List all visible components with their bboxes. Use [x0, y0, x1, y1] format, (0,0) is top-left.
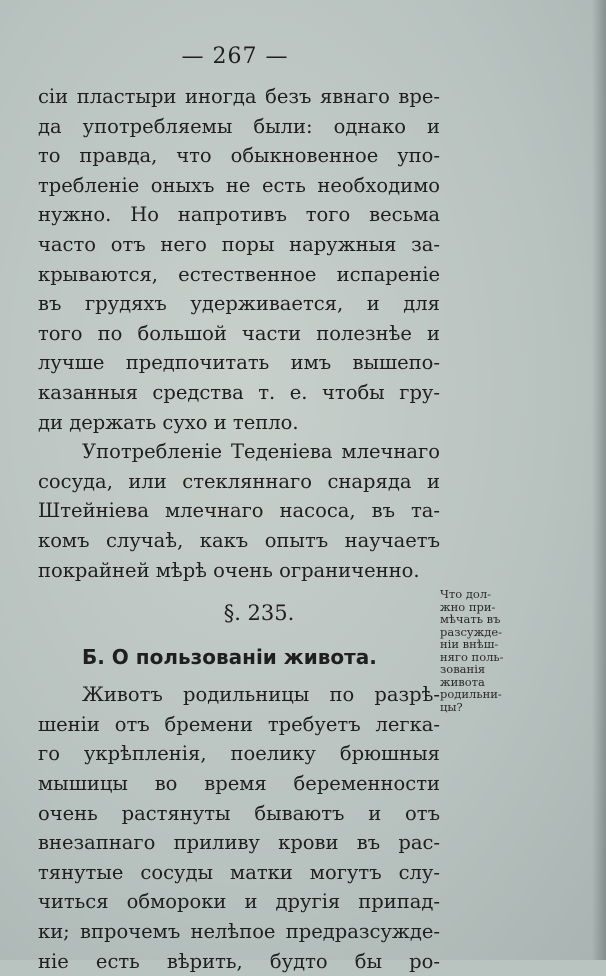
- text-line: Употребленіе Теденіева млечнаго: [82, 440, 440, 464]
- page-number: — 267 —: [181, 44, 289, 69]
- main-text: [38, 82, 440, 976]
- text-line: ди держать сухо и тепло.: [38, 410, 299, 434]
- text-line: Штейніева млечнаго насоса, въ та-: [38, 499, 440, 523]
- text-line: внезапнаго приливу крови въ рас-: [38, 831, 440, 855]
- margin-note-line: ніи внѣш-: [440, 637, 499, 651]
- margin-note-line: мѣчать въ: [440, 612, 501, 626]
- margin-note-line: разсужде-: [440, 624, 503, 639]
- text-line: ки; впрочемъ нелѣпое предразсужде-: [38, 920, 440, 944]
- margin-note: [440, 588, 540, 713]
- text-line: тянутые сосуды матки могутъ слу-: [38, 860, 440, 884]
- text-line: очень растянуты бываютъ и отъ: [38, 801, 440, 825]
- text-line: требленіе оныхъ не есть необходимо: [38, 173, 440, 197]
- text-line: то правда, что обыкновенное упо-: [38, 144, 440, 168]
- margin-note-line: зованія: [440, 662, 486, 676]
- text-line: часто отъ него поры наружныя за-: [38, 232, 440, 256]
- margin-note-line: жно при-: [440, 599, 496, 614]
- margin-note-line: няго поль-: [440, 649, 504, 664]
- text-line: того по большой части полезнѣе и: [38, 321, 440, 345]
- margin-note-line: Что дол-: [440, 587, 492, 601]
- text-line: казанныя средства т. е. чтобы гру-: [38, 380, 440, 404]
- section-heading: Б. О пользованіи живота.: [82, 644, 377, 669]
- text-line: мышицы во время беременности: [38, 772, 440, 796]
- margin-note-line: цы?: [440, 699, 463, 714]
- text-line: въ грудяхъ удерживается, и для: [38, 292, 440, 316]
- text-line: ніе есть вѣрить, будто бы ро-: [38, 949, 440, 973]
- text-line: нужно. Но напротивъ того весьма: [38, 203, 440, 227]
- text-line: крываются, естественное испареніе: [38, 262, 440, 286]
- text-line: читься обмороки и другія припад-: [38, 890, 440, 914]
- text-line: сіи пластыри иногда безъ явнаго вре-: [38, 85, 440, 108]
- text-line: покрайней мѣрѣ очень ограниченно.: [38, 558, 420, 582]
- margin-note-line: живота: [440, 674, 485, 689]
- section-number: §. 235.: [223, 601, 295, 626]
- text-line: шеніи отъ бремени требуетъ легка-: [38, 712, 440, 736]
- text-line: сосуда, или стекляннаго снаряда и: [38, 469, 440, 493]
- text-line: да употребляемы были: однако и: [38, 114, 440, 138]
- text-line: го укрѣпленія, поелику брюшныя: [38, 742, 440, 766]
- margin-note-line: родильни-: [440, 687, 502, 701]
- page-edge-shadow: [592, 0, 606, 960]
- text-line: Животъ родильницы по разрѣ-: [82, 683, 440, 707]
- text-line: лучше предпочитать имъ вышепо-: [38, 351, 440, 375]
- text-line: комъ случаѣ, какъ опытъ научаетъ: [38, 528, 440, 552]
